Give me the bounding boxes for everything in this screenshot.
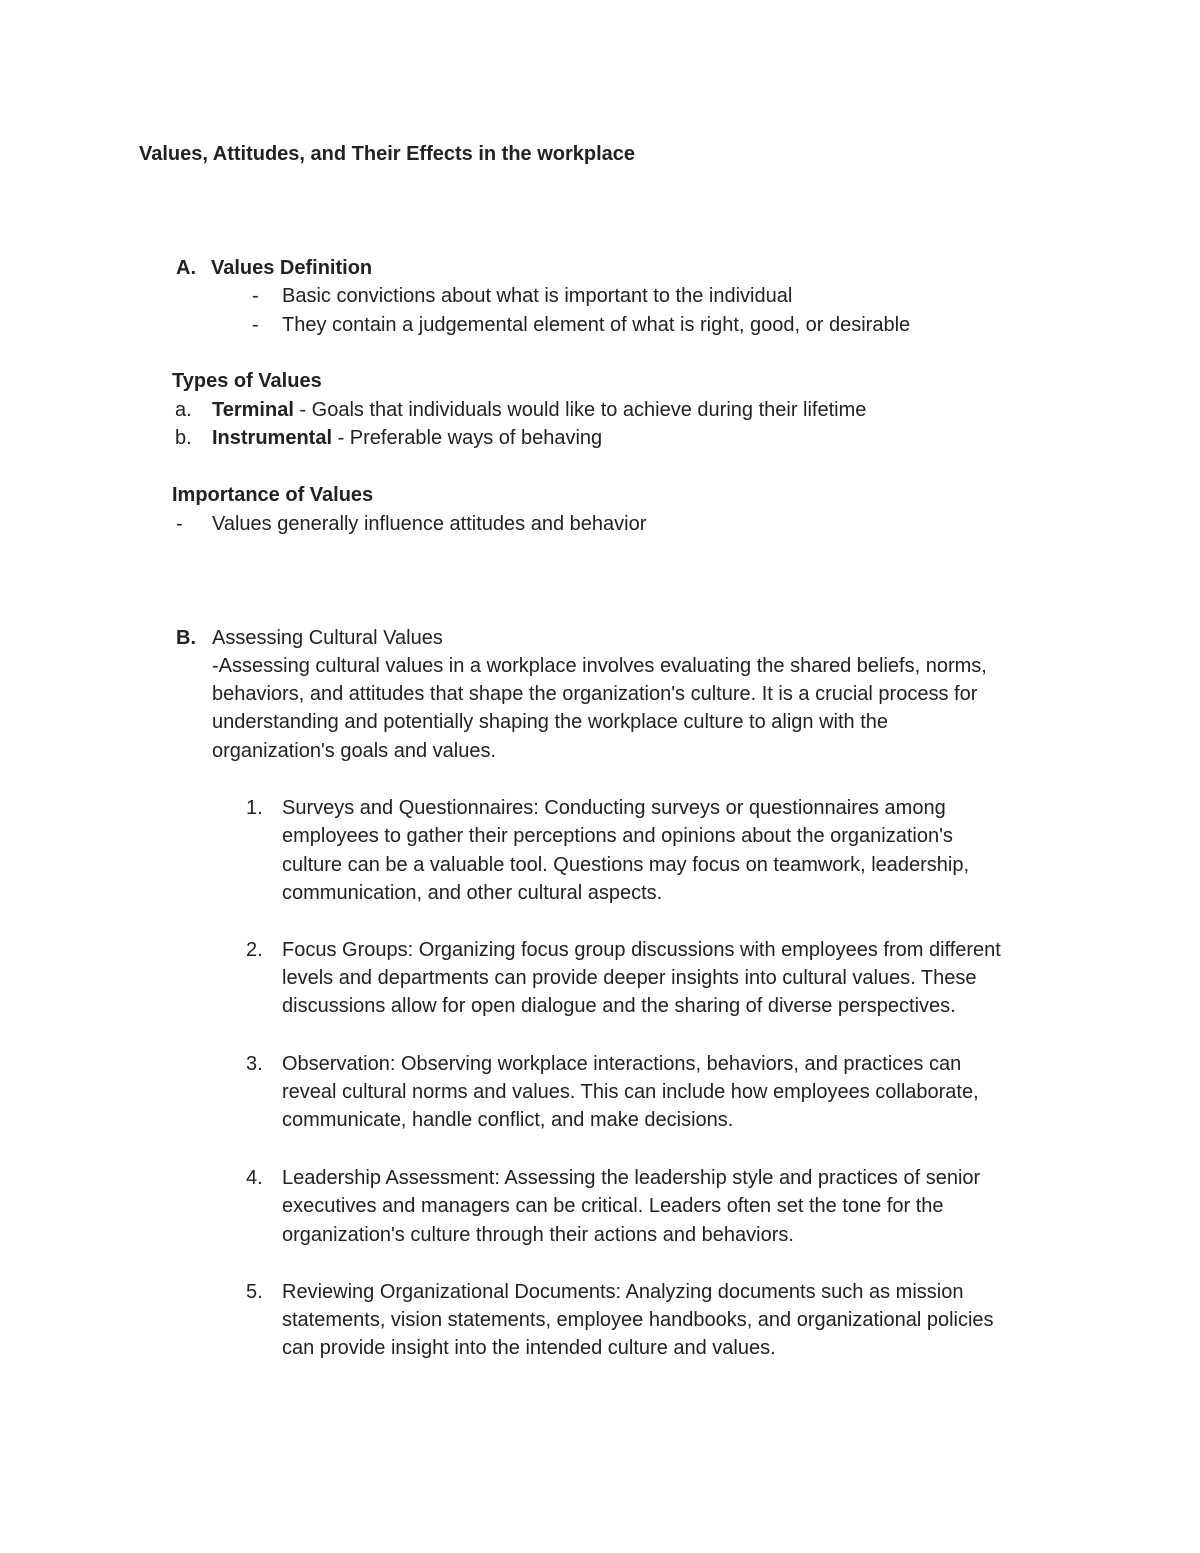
list-marker: 2. (246, 939, 263, 961)
importance-bullet: Values generally influence attitudes and behavior (212, 513, 647, 535)
section-a-heading: Values Definition (211, 257, 373, 279)
list-marker: 1. (246, 797, 263, 819)
bullet-dash: - (252, 314, 259, 336)
type-desc: - Goals that individuals would like to achieve during their lifetime (293, 399, 867, 421)
section-b-heading: Assessing Cultural Values (212, 627, 443, 649)
section-b-intro-line: organization's goals and values. (212, 740, 497, 762)
type-term: Terminal (212, 399, 294, 421)
types-heading: Types of Values (172, 370, 322, 392)
list-item-line: Observation: Observing workplace interactions, behaviors, and practices can (282, 1053, 962, 1075)
list-item-line: culture can be a valuable tool. Questions may focus on teamwork, leadership, (282, 854, 970, 876)
type-marker: a. (175, 399, 192, 421)
bullet-dash: - (176, 513, 183, 535)
type-desc: - Preferable ways of behaving (332, 427, 603, 449)
list-item-line: organization's culture through their actions and behaviors. (282, 1224, 794, 1246)
list-item-line: discussions allow for open dialogue and the sharing of diverse perspectives. (282, 995, 956, 1017)
list-item-line: Surveys and Questionnaires: Conducting surveys or questionnaires among (282, 797, 946, 819)
list-item-line: reveal cultural norms and values. This can include how employees collaborate, (282, 1081, 979, 1103)
list-item-line: employees to gather their perceptions and opinions about the organization's (282, 825, 953, 847)
list-item-line: statements, vision statements, employee handbooks, and organizational policies (282, 1309, 994, 1331)
list-item-line: Leadership Assessment: Assessing the leadership style and practices of senior (282, 1167, 981, 1189)
type-marker: b. (175, 427, 192, 449)
values-definition-bullet: Basic convictions about what is important to the individual (282, 285, 793, 307)
values-definition-bullet: They contain a judgemental element of what is right, good, or desirable (282, 314, 911, 336)
document-title: Values, Attitudes, and Their Effects in the workplace (139, 143, 636, 165)
list-item-line: communicate, handle conflict, and make decisions. (282, 1109, 734, 1131)
section-a-marker: A. (176, 257, 196, 279)
list-item-line: executives and managers can be critical. Leaders often set the tone for the (282, 1195, 944, 1217)
list-item-line: Reviewing Organizational Documents: Analyzing documents such as mission (282, 1281, 964, 1303)
type-term: Instrumental (212, 427, 333, 449)
list-item-line: communication, and other cultural aspects. (282, 882, 663, 904)
section-b-intro-line: -Assessing cultural values in a workplace involves evaluating the shared beliefs, norms, (212, 655, 987, 677)
section-b-marker: B. (176, 627, 196, 649)
list-marker: 4. (246, 1167, 263, 1189)
section-b-intro-line: understanding and potentially shaping the workplace culture to align with the (212, 711, 888, 733)
list-marker: 3. (246, 1053, 263, 1075)
list-marker: 5. (246, 1281, 263, 1303)
section-b-intro-line: behaviors, and attitudes that shape the organization's culture. It is a crucial process for (212, 683, 978, 705)
list-item-line: Focus Groups: Organizing focus group discussions with employees from different (282, 939, 1001, 961)
list-item-line: can provide insight into the intended culture and values. (282, 1337, 776, 1359)
importance-heading: Importance of Values (172, 484, 374, 506)
bullet-dash: - (252, 285, 259, 307)
type-item-instrumental (212, 424, 602, 453)
list-item-line: levels and departments can provide deeper insights into cultural values. These (282, 967, 977, 989)
type-item-terminal (212, 396, 866, 425)
